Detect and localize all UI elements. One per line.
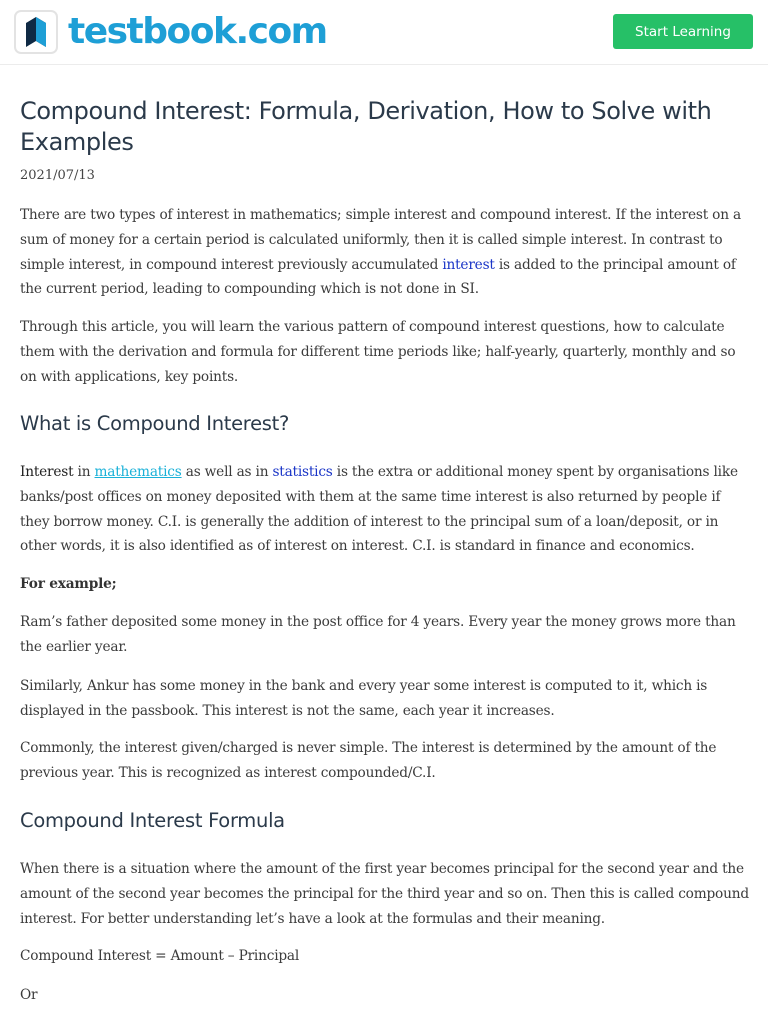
intro-paragraph-1 <box>20 203 750 302</box>
or-text: Or <box>20 987 38 1003</box>
logo-wordmark: testbook.com <box>68 11 327 52</box>
intro-paragraph-2: Through this article, you will learn the various pattern of compound interest questions, how to calculate them with the derivation and formula for different time periods like; half-yearly, quarterly, monthly and so on with applications, key points. <box>20 319 736 385</box>
intro-text-1: There are two types of interest in mathematics; simple interest and compound interest. If the interest on a sum of money for a certain period is calculated uniformly, then it is called simple interest. In contrast to simple interest, in compound interest previously accumulated <box>20 207 741 273</box>
top-bar <box>0 0 768 65</box>
start-learning-button[interactable]: Start Learning <box>613 14 753 49</box>
example-paragraph-3: Commonly, the interest given/charged is never simple. The interest is determined by the amount of the previous year. This is recognized as interest compounded/C.I. <box>20 740 717 781</box>
interest-word: Interest <box>20 464 74 480</box>
statistics-link[interactable]: statistics <box>272 464 333 480</box>
formula-line: Compound Interest = Amount – Principal <box>20 948 300 964</box>
intro-text-2: is added to the principal amount of the current period, leading to compounding which is not done in SI. <box>20 256 736 298</box>
definition-text-mid: as well as in <box>181 464 273 480</box>
mathematics-link[interactable]: mathematics <box>94 464 182 480</box>
definition-paragraph <box>20 460 750 559</box>
formula-intro-paragraph: When there is a situation where the amount of the first year becomes principal for the second year and the amount of the second year becomes the principal for the third year and so on. Then this is called compound interest. For better understanding let’s have a look at the formulas and their meaning. <box>20 861 749 927</box>
site-logo[interactable] <box>14 10 327 54</box>
article-title: Compound Interest: Formula, Derivation, How to Solve with Examples <box>20 97 712 156</box>
example-paragraph-2: Similarly, Ankur has some money in the bank and every year some interest is computed to it, which is displayed in the passbook. This interest is not the same, each year it increases. <box>20 678 708 719</box>
definition-text-rest: is the extra or additional money spent by organisations like banks/post offices on money deposited with them at the same time interest is also returned by people if they borrow money. C.I. is generally the addition of interest to the principal sum of a loan/deposit, or in other words, it is also identified as of interest on interest. C.I. is standard in finance and economics. <box>20 464 738 555</box>
section-heading-formula: Compound Interest Formula <box>20 809 285 832</box>
testbook-logo-icon <box>14 10 58 54</box>
article-date: 2021/07/13 <box>20 168 95 183</box>
definition-text-in: in <box>73 464 95 480</box>
example-paragraph-1: Ram’s father deposited some money in the post office for 4 years. Every year the money grows more than the earlier year. <box>20 614 736 655</box>
interest-link[interactable]: interest <box>442 256 495 273</box>
example-label: For example; <box>20 576 117 592</box>
section-heading-what-is-ci: What is Compound Interest? <box>20 412 290 435</box>
